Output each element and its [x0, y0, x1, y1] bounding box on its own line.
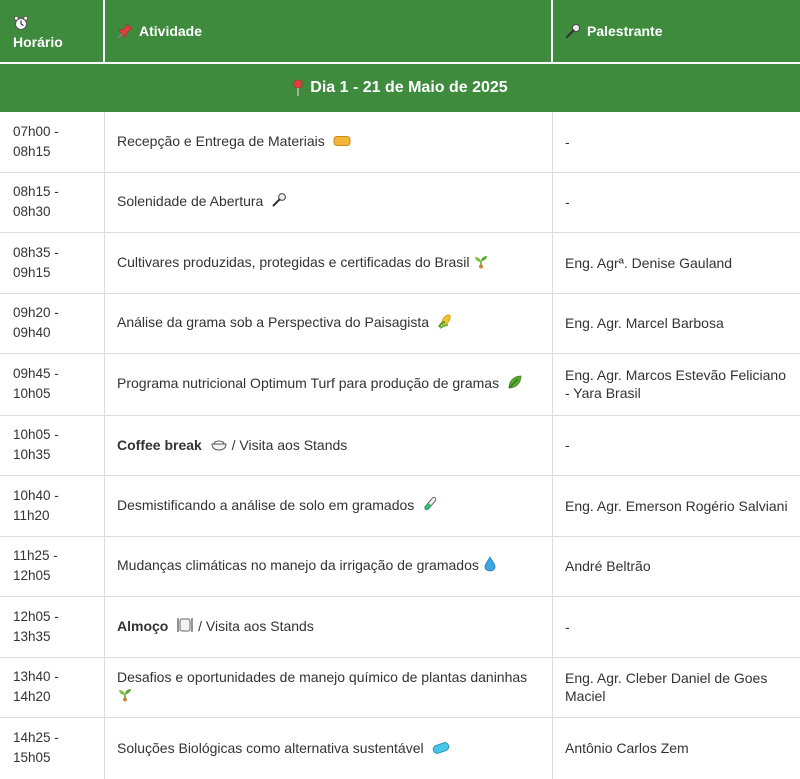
table-row: [0, 416, 800, 477]
activity-text: Mudanças climáticas no manejo da irrigação de gramados: [117, 557, 479, 574]
activity-cell: [105, 294, 553, 354]
leaf-icon: [507, 374, 523, 394]
activity-bold-text: Coffee break: [117, 436, 202, 453]
speaker-cell: -: [565, 194, 570, 211]
table-row: [0, 294, 800, 355]
activity-text: Solenidade de Abertura: [117, 193, 264, 210]
table-row: [0, 718, 800, 779]
speaker-cell: Eng. Agr. Marcel Barbosa: [565, 315, 724, 332]
header-speaker-label: Palestrante: [587, 23, 663, 39]
time-cell: 10h05 - 10h35: [0, 416, 105, 476]
time-cell: 12h05 - 13h35: [0, 597, 105, 657]
time-cell: 08h15 - 08h30: [0, 173, 105, 233]
alarm-clock-icon: [13, 15, 29, 31]
activity-text: / Visita aos Stands: [231, 436, 348, 453]
header-speaker-cell: [553, 0, 800, 62]
activity-text: Soluções Biológicas como alternativa sustentável: [117, 739, 424, 756]
table-row: [0, 173, 800, 234]
table-row: [0, 112, 800, 173]
speaker-cell: Antônio Carlos Zem: [565, 740, 689, 757]
time-cell: 08h35 - 09h15: [0, 233, 105, 293]
bowl-icon: [210, 437, 228, 455]
activity-cell: [105, 112, 553, 172]
activity-cell: [105, 476, 553, 536]
day-label: Dia 1 - 21 de Maio de 2025: [310, 79, 508, 96]
activity-text: Desafios e oportunidades de manejo químico de plantas daninhas: [117, 669, 528, 686]
droplet-icon: [484, 556, 496, 576]
seedling-icon: [473, 253, 489, 273]
seedling-icon: [117, 686, 133, 706]
speaker-cell: -: [565, 437, 570, 454]
activity-text: Cultivares produzidas, protegidas e certificadas do Brasil: [117, 253, 470, 270]
activity-text: Análise da grama sob a Perspectiva do Paisagista: [117, 314, 430, 331]
time-cell: 11h25 - 12h05: [0, 537, 105, 597]
time-cell: 07h00 - 08h15: [0, 112, 105, 172]
table-row: [0, 658, 800, 719]
speaker-cell: -: [565, 133, 570, 150]
time-cell: 13h40 - 14h20: [0, 658, 105, 718]
microphone-icon: [271, 192, 287, 212]
activity-cell: [105, 537, 553, 597]
speaker-cell: Eng. Agrª. Denise Gauland: [565, 254, 733, 271]
header-time-cell: [0, 0, 105, 62]
header-time-label: Horário: [13, 33, 63, 50]
activity-text: Programa nutricional Optimum Turf para produção de gramas: [117, 375, 500, 392]
activity-cell: [105, 658, 553, 718]
table-row: [0, 537, 800, 598]
activity-text: Recepção e Entrega de Materiais: [117, 133, 325, 150]
activity-cell: [105, 718, 553, 779]
speaker-cell: Eng. Agr. Cleber Daniel de Goes Maciel: [565, 670, 768, 705]
time-cell: 14h25 - 15h05: [0, 718, 105, 779]
table-row: [0, 354, 800, 416]
activity-cell: [105, 233, 553, 293]
table-header: [0, 0, 800, 62]
activity-cell: [105, 597, 553, 657]
ticket-icon: [333, 133, 351, 151]
speaker-cell: -: [565, 618, 570, 635]
activity-bold-text: Almoço: [117, 617, 169, 634]
activity-cell: [105, 173, 553, 233]
corn-icon: [437, 313, 453, 333]
activity-text: Desmistificando a análise de solo em gramados: [117, 496, 415, 513]
speaker-cell: Eng. Agr. Emerson Rogério Salviani: [565, 497, 788, 514]
table-row: [0, 476, 800, 537]
speaker-cell: André Beltrão: [565, 558, 651, 575]
cutlery-icon: [176, 617, 194, 637]
microphone-icon: [565, 23, 581, 39]
activity-cell: [105, 354, 553, 415]
pill-icon: [432, 740, 450, 758]
header-activity-cell: [105, 0, 553, 62]
table-row: [0, 597, 800, 658]
round-pushpin-icon: [292, 79, 304, 97]
time-cell: 10h40 - 11h20: [0, 476, 105, 536]
day-banner: [0, 62, 800, 112]
table-row: [0, 233, 800, 294]
pushpin-icon: [117, 23, 133, 39]
test-tube-icon: [422, 496, 438, 516]
speaker-cell: Eng. Agr. Marcos Estevão Feliciano - Yara Brasil: [565, 367, 786, 402]
time-cell: 09h45 - 10h05: [0, 354, 105, 415]
activity-cell: [105, 416, 553, 476]
time-cell: 09h20 - 09h40: [0, 294, 105, 354]
activity-text: / Visita aos Stands: [198, 617, 314, 634]
header-activity-label: Atividade: [139, 23, 203, 39]
